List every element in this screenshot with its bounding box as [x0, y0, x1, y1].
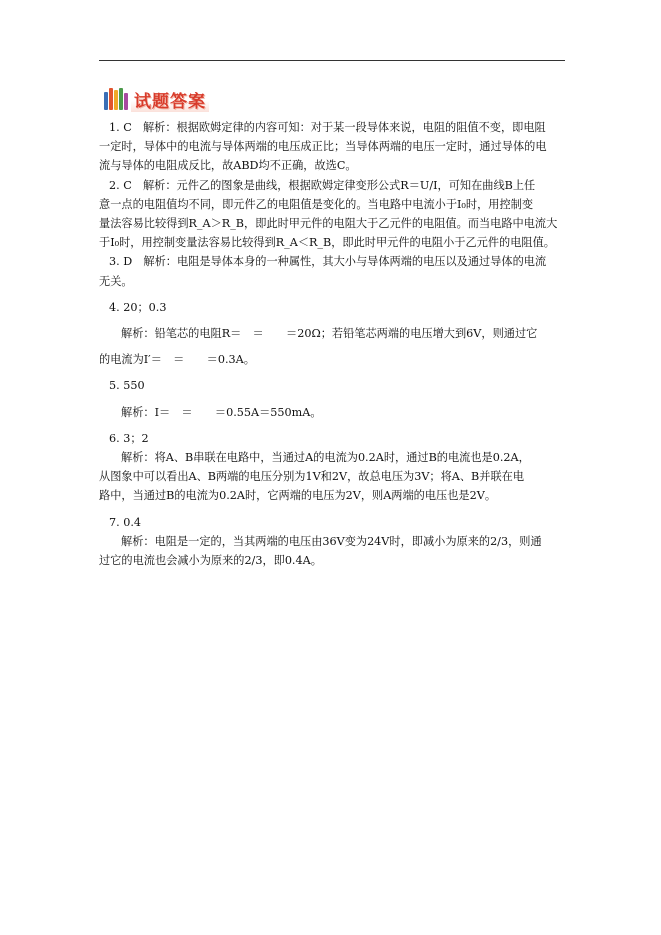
answer-7-head: 7. 0.4: [109, 515, 142, 529]
answer-content: [99, 118, 565, 570]
answer-2-line-4: 于I₀时，用控制变量法容易比较得到R_A＜R_B，即此时甲元件的电阻小于乙元件的电阻值。: [99, 236, 555, 250]
answer-4-head: 4. 20；0.3: [109, 300, 167, 314]
answer-7-line-2: 过它的电流也会减小为原来的2/3，即0.4A。: [99, 554, 322, 568]
answer-1-line-1: 1. C 解析：根据欧姆定律的内容可知：对于某一段导体来说，电阻的阻值不变，即电阻: [109, 121, 546, 134]
answer-4-line-2: 的电流为I′＝ ＝ ＝0.3A。: [99, 353, 255, 367]
answer-2-line-3: 量法容易比较得到R_A＞R_B，即此时甲元件的电阻大于乙元件的电阻值。而当电路中电流大: [99, 217, 558, 231]
books-icon: [104, 88, 128, 110]
answer-3-line-1: 3. D 解析：电阻是导体本身的一种属性，其大小与导体两端的电压以及通过导体的电流: [109, 255, 547, 269]
answer-5-head: 5. 550: [109, 379, 145, 393]
answer-7-line-1: 解析：电阻是一定的，当其两端的电压由36V变为24V时，即减小为原来的2/3，则通: [121, 534, 542, 548]
answer-1-line-3: 流与导体的电阻成反比，故ABD均不正确，故选C。: [99, 159, 357, 173]
section-title: 试题答案: [131, 87, 209, 112]
answer-6-line-1: 解析：将A、B串联在电路中，当通过A的电流为0.2A时，通过B的电流也是0.2A，: [121, 451, 530, 465]
answer-2-line-1: 2. C 解析：元件乙的图象是曲线，根据欧姆定律变形公式R＝U/I，可知在曲线B上任: [109, 178, 536, 192]
section-header: [104, 86, 209, 112]
answer-2-line-2: 意一点的电阻值均不同，即元件乙的电阻值是变化的。当电路中电流小于I₀时，用控制变: [99, 197, 534, 211]
answer-6-line-2: 从图象中可以看出A、B两端的电压分别为1V和2V，故总电压为3V；将A、B并联在电: [99, 470, 525, 484]
answer-4-line-1: 解析：铅笔芯的电阻R＝ ＝ ＝20Ω；若铅笔芯两端的电压增大到6V，则通过它: [121, 327, 538, 341]
answer-6-line-3: 路中，当通过B的电流为0.2A时，它两端的电压为2V，则A两端的电压也是2V。: [99, 489, 497, 503]
answer-1-line-2: 一定时，导体中的电流与导体两端的电压成正比；当导体两端的电压一定时，通过导体的电: [99, 140, 547, 154]
answer-6-head: 6. 3；2: [109, 431, 149, 445]
answer-5-line-1: 解析：I＝ ＝ ＝0.55A＝550mA。: [121, 405, 322, 419]
header-rule: [99, 60, 565, 61]
answer-3-line-2: 无关。: [99, 274, 133, 288]
